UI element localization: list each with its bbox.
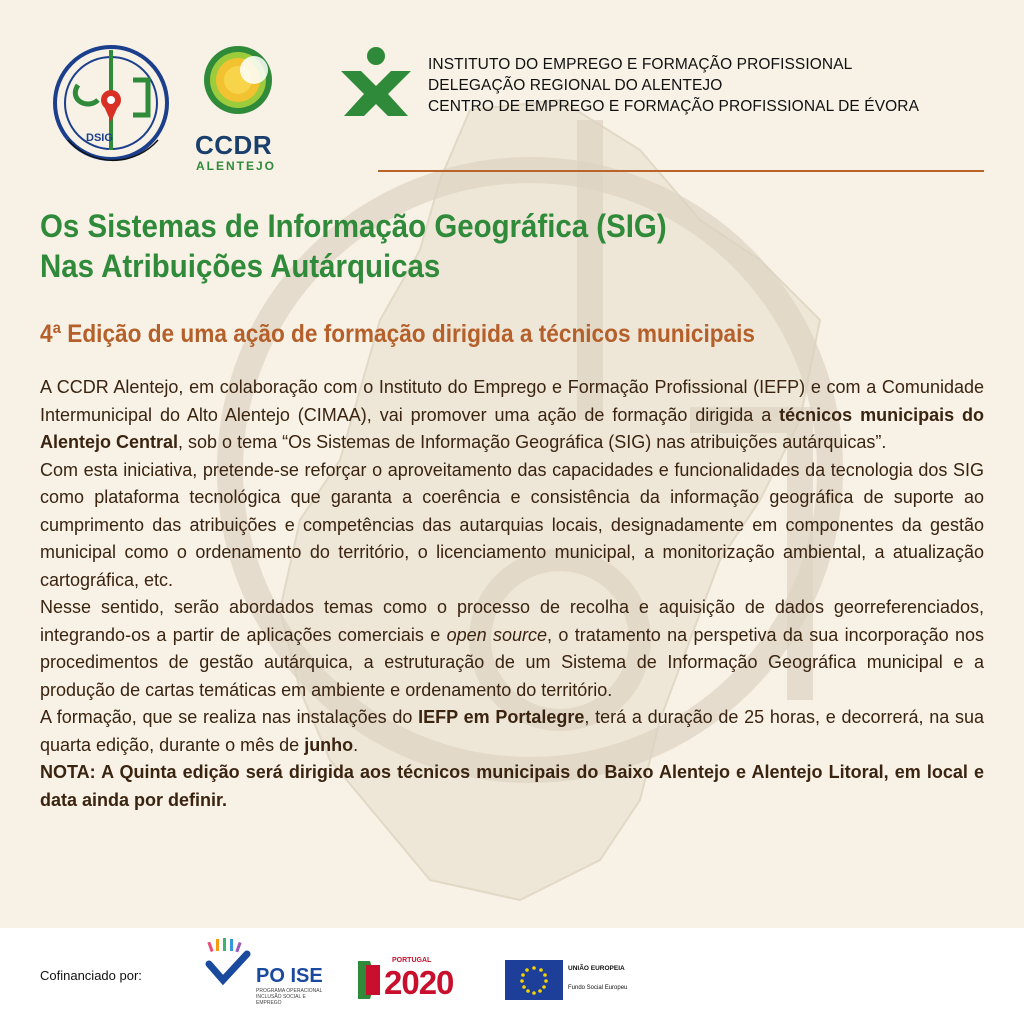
title-line-2: Nas Atribuições Autárquicas bbox=[40, 248, 441, 284]
ccdr-region: ALENTEJO bbox=[196, 159, 277, 173]
dsig-label: DSIG bbox=[86, 132, 113, 144]
iefp-logo-icon bbox=[336, 46, 416, 116]
paragraph-4 bbox=[40, 704, 984, 759]
nota-text: NOTA: A Quinta edição será dirigida aos técnicos municipais do Baixo Alentejo e Alentejo Litoral, em local e data ainda por definir. bbox=[40, 762, 984, 810]
iefp-line-2: DELEGAÇÃO REGIONAL DO ALENTEJO bbox=[428, 77, 723, 94]
paragraph-3-italic: open source bbox=[446, 624, 548, 645]
page-subtitle: 4ª Edição de uma ação de formação dirigida a técnicos municipais bbox=[40, 320, 756, 348]
paragraph-1-text-b: , sob o tema “Os Sistemas de Informação Geográfica (SIG) nas atribuições autárquicas”. bbox=[178, 432, 887, 452]
cofinanciado-label: Cofinanciado por: bbox=[40, 968, 142, 983]
paragraph-3-text-b: , o tratamento na perspetiva da sua incorporação nos procedimentos de gestão autárquica, a estruturação de um Sistema de Informação Geográfica municipal e a produção de cartas temáticas em ambiente e ordenamento do território. bbox=[40, 624, 984, 700]
page-title bbox=[40, 206, 667, 286]
portugal-label: PORTUGAL bbox=[392, 957, 432, 964]
iefp-name-block bbox=[428, 54, 919, 117]
eu-name: UNIÃO EUROPEIA bbox=[568, 965, 625, 972]
paragraph-4-bold-1: IEFP em Portalegre bbox=[418, 707, 585, 727]
poise-subtitle: PROGRAMA OPERACIONAL INCLUSÃO SOCIAL E EMPREGO bbox=[256, 988, 323, 1006]
paragraph-1-bold: técnicos municipais do Alentejo Central bbox=[40, 404, 985, 452]
paragraph-1-text-a: A CCDR Alentejo, em colaboração com o Instituto do Emprego e Formação Profissional (IEFP) e com a Comunidade Intermunicipal do Alto Alentejo (CIMAA), vai promover uma ação de formação dirigida a bbox=[40, 377, 984, 425]
paragraph-3 bbox=[40, 594, 984, 704]
header-logos bbox=[48, 40, 978, 173]
iefp-line-1: INSTITUTO DO EMPREGO E FORMAÇÃO PROFISSIONAL bbox=[428, 56, 853, 73]
portugal-year: 2020 bbox=[384, 964, 454, 1001]
paragraph-4-bold-2: junho bbox=[304, 734, 354, 755]
dsig-logo-icon bbox=[48, 40, 178, 170]
nota-paragraph bbox=[40, 759, 984, 814]
paragraph-1 bbox=[40, 374, 984, 457]
paragraph-3-text-a: Nesse sentido, serão abordados temas como o processo de recolha e aquisição de dados georreferenciados, integrando-os a partir de aplicações comerciais e bbox=[40, 597, 984, 645]
header-divider bbox=[378, 170, 984, 172]
eu-fund: Fundo Social Europeu bbox=[568, 985, 628, 991]
paragraph-2: Com esta iniciativa, pretende-se reforçar o aproveitamento das capacidades e funcionalidades da tecnologia dos SIG como plataforma tecnológica que garanta a coerência e consistência da informação geográfica de suporte ao cumprimento das atribuições e competências das autarquias locais, designadamente em componentes da gestão municipal como o ordenamento do território, o licenciamento municipal, a monitorização ambiental, a atualização cartográfica, etc. bbox=[40, 459, 984, 590]
body-text bbox=[40, 374, 984, 814]
poise-name: PO ISE bbox=[256, 965, 323, 987]
iefp-line-3: CENTRO DE EMPREGO E FORMAÇÃO PROFISSIONAL DE ÉVORA bbox=[428, 98, 920, 115]
paragraph-4-text-c: . bbox=[353, 734, 359, 755]
paragraph-4-text-a: A formação, que se realiza nas instalações do bbox=[40, 707, 419, 727]
title-line-1: Os Sistemas de Informação Geográfica (SIG) bbox=[40, 208, 667, 244]
ccdr-name: CCDR bbox=[195, 130, 273, 160]
paragraph-4-text-b: , terá a duração de 25 horas, e decorrerá, na sua quarta edição, durante o mês de bbox=[40, 707, 985, 755]
